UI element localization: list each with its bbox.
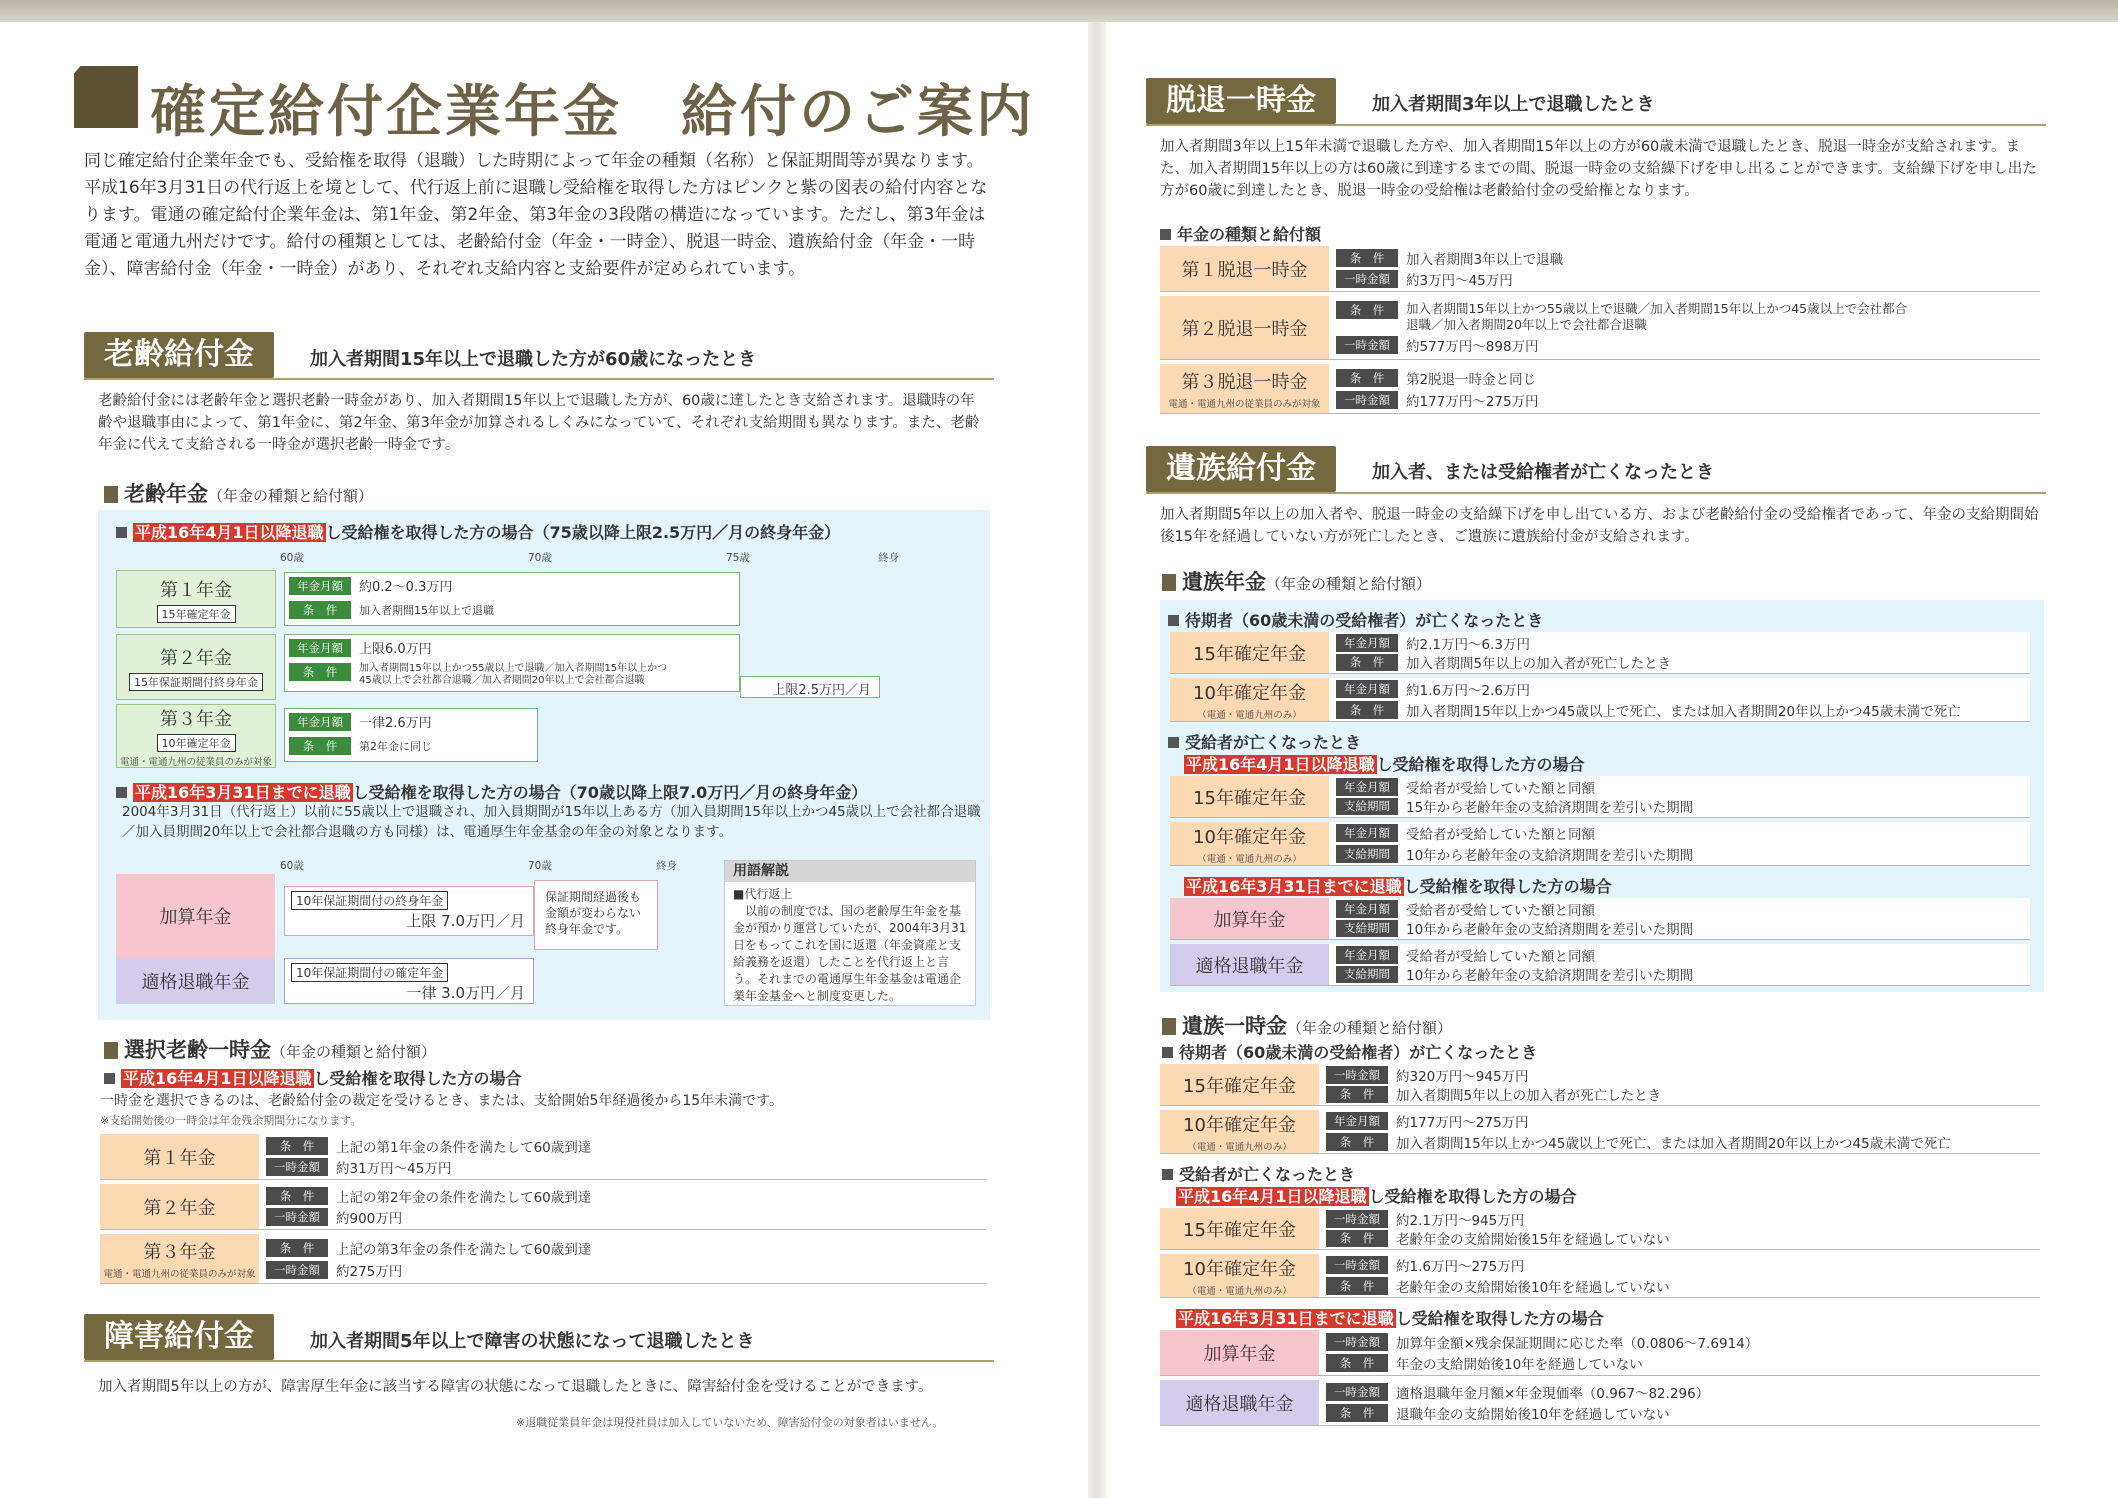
- rourei-label: 老齢給付金: [84, 332, 274, 378]
- k2-label-box: 適格退職年金: [116, 958, 276, 1004]
- i1-row: 第１年金 条 件 上記の第1年金の条件を満たして60歳到達 一時金額 約31万円～45万円: [100, 1134, 986, 1180]
- izoku-nenkin-heading: 遺族年金（年金の種類と給付額）: [1162, 566, 1431, 596]
- izoku-label: 遺族給付金: [1146, 446, 1336, 492]
- tick-60: 60歳: [280, 552, 304, 564]
- e2-row: 10年確定年金 （電通・電通九州のみ） 年金月額 約177万円～275万円 条 件 加入者期間15年以上かつ45歳以上で死亡、または加入者期間20年以上かつ45歳未満で死亡: [1160, 1110, 2040, 1154]
- intro-text: 同じ確定給付企業年金でも、受給権を取得（退職）した時期によって年金の種類（名称）と保証期間等が異なります。平成16年3月31日の代行返上を境として、代行返上前に退職し受給権を取得した方はピンクと紫の図表の給付内容となります。電通の確定給付企業年金は、第1年金、第2年金、第3年金の3段階の構造になっています。ただし、第3年金は電通と電通九州だけです。給付の種類としては、老齢給付金（年金・一時金）、脱退一時金、遺族給付金（年金・一時金）、障害給付金（年金・一時金）があり、それぞれ支給内容と支給要件が定められています。: [84, 151, 988, 279]
- ichijikin-heading: 選択老齢一時金（年金の種類と給付額）: [104, 1034, 436, 1064]
- r1-bar: 年金月額 約0.2～0.3万円 条 件 加入者期間15年以上で退職: [284, 572, 740, 626]
- izoku-ichi-mach-heading: 待期者（60歳未満の受給権者）が亡くなったとき: [1162, 1040, 1537, 1063]
- shougai-rule: [84, 1360, 994, 1362]
- rourei-before-heading: 平成16年3月31日までに退職 し受給権を取得した方の場合（70歳以降上限7.0万円／月の終身年金）: [116, 780, 867, 803]
- f1-row: 15年確定年金 一時金額 約2.1万円～945万円 条 件 老齢年金の支給開始後15年を経過していない: [1160, 1208, 2040, 1250]
- dattai-label: 脱退一時金: [1146, 78, 1336, 124]
- ichijikin-body: 一時金を選択できるのは、老齢給付金の裁定を受けるとき、または、支給開始5年経過後から15年未満です。: [100, 1093, 784, 1109]
- izoku-mach-heading: 待期者（60歳未満の受給権者）が亡くなったとき: [1168, 608, 1543, 631]
- izoku-ichi-after-heading: 平成16年4月1日以降退職 し受給権を取得した方の場合: [1178, 1187, 1577, 1206]
- izoku-ichi-heading: 遺族一時金（年金の種類と給付額）: [1162, 1010, 1452, 1040]
- d3-row: 第３脱退一時金 電通・電通九州の従業員のみが対象 条 件 第2脱退一時金と同じ 一時金額 約177万円～275万円: [1160, 364, 2040, 414]
- k1-bar: 10年保証期間付の終身年金 上限 7.0万円／月: [284, 886, 534, 936]
- k2-bar: 10年保証期間付の確定年金 一律 3.0万円／月: [284, 958, 534, 1004]
- a2-row: 10年確定年金 （電通・電通九州のみ） 年金月額 約1.6万円～2.6万円 条 件 加入者期間15年以上かつ45歳以上で死亡、または加入者期間20年以上かつ45歳未満で死亡: [1170, 678, 2030, 722]
- izoku-ichi-before-heading: 平成16年3月31日までに退職 し受給権を取得した方の場合: [1178, 1309, 1604, 1328]
- r3-bar: 年金月額 一律2.6万円 条 件 第2年金に同じ: [284, 708, 538, 762]
- ichijikin-note: ※支給開始後の一時金は年金残余期間分になります。: [100, 1114, 362, 1127]
- top-band: [0, 0, 2118, 22]
- g2-row: 適格退職年金 一時金額 適格退職年金月額×年金現価率（0.967～82.296） 条 件 退職年金の支給開始後10年を経過していない: [1160, 1380, 2040, 1426]
- r2-upper-bar: 上限2.5万円／月: [740, 676, 880, 698]
- rourei-after-heading: 平成16年4月1日以降退職 し受給権を取得した方の場合（75歳以降上限2.5万円／月の終身年金）: [116, 520, 840, 543]
- page-title: 確定給付企業年金 給付のご案内: [150, 80, 1035, 145]
- i3-row: 第３年金 電通・電通九州の従業員のみが対象 条 件 上記の第3年金の条件を満たして60歳到達 一時金額 約275万円: [100, 1234, 986, 1284]
- e1-row: 15年確定年金 一時金額 約320万円～945万円 条 件 加入者期間5年以上の加入者が死亡したとき: [1160, 1064, 2040, 1106]
- f2-row: 10年確定年金 （電通・電通九州のみ） 一時金額 約1.6万円～275万円 条 件 老齢年金の支給開始後10年を経過していない: [1160, 1254, 2040, 1298]
- center-fold: [1088, 22, 1106, 1498]
- a1-row: 15年確定年金 年金月額 約2.1万円～6.3万円 条 件 加入者期間5年以上の加入者が死亡したとき: [1170, 632, 2030, 674]
- c2-row: 適格退職年金 年金月額 受給者が受給していた額と同額 支給期間 10年から老齢年金の支給済期間を差引いた期間: [1170, 944, 2030, 986]
- shougai-body: 加入者期間5年以上の方が、障害厚生年金に該当する障害の状態になって退職したときに、障害給付金を受けることができます。: [98, 1379, 933, 1395]
- izoku-before-heading: 平成16年3月31日までに退職 し受給権を取得した方の場合: [1186, 877, 1612, 896]
- tick2-end: 終身: [656, 860, 677, 872]
- dattai-desc: 加入者期間3年以上で退職したとき: [1372, 94, 1655, 115]
- tick2-60: 60歳: [280, 860, 304, 872]
- rourei-rule: [84, 378, 994, 380]
- rourei-desc: 加入者期間15年以上で退職した方が60歳になったとき: [310, 349, 757, 370]
- tick-end: 終身: [878, 552, 899, 564]
- shougai-note: ※退職従業員年金は現役社員は加入していないため、障害給付金の対象者はいません。: [516, 1416, 944, 1429]
- dattai-rule: [1146, 124, 2046, 126]
- c1-row: 加算年金 年金月額 受給者が受給していた額と同額 支給期間 10年から老齢年金の支給済期間を差引いた期間: [1170, 898, 2030, 940]
- rourei-body: 老齢給付金には老齢年金と選択老齢一時金があり、加入者期間15年以上で退職した方が、60歳に達したとき支給されます。退職時の年齢や退職事由によって、第1年金に、第2年金、第3年金が加算されるしくみになっていて、それぞれ支給期間も異なります。また、老齢年金に代えて支給される一時金が選択老齢一時金です。: [98, 393, 980, 453]
- shougai-desc: 加入者期間5年以上で障害の状態になって退職したとき: [310, 1331, 755, 1352]
- i2-row: 第２年金 条 件 上記の第2年金の条件を満たして60歳到達 一時金額 約900万円: [100, 1184, 986, 1230]
- dattai-body: 加入者期間3年以上15年未満で退職した方や、加入者期間15年以上の方が60歳未満で退職したとき、脱退一時金が支給されます。また、加入者期間15年以上の方は60歳に到達するまでの間、脱退一時金の支給繰下げを申し出ることができます。支給繰下げを申し出た方が60歳に到達したとき、脱退一時金の受給権は老齢給付金の受給権となります。: [1160, 139, 2037, 199]
- k1-note-box: 保証期間経過後も 金額が変わらない 終身年金です。: [534, 880, 658, 950]
- r2-bar: 年金月額 上限6.0万円 条 件 加入者期間15年以上かつ55歳以上で退職／加入者期間15年以上かつ 45歳以上で会社都合退職／加入者期間20年以上で会社都合退職: [284, 634, 740, 692]
- izoku-rule: [1146, 492, 2046, 494]
- izoku-body: 加入者期間5年以上の加入者や、脱退一時金の支給繰下げを申し出ている方、および老齢給付金の受給権者であって、年金の支給期間始後15年を経過していない方が死亡したとき、ご遺族に遺族給付金が支給されます。: [1160, 507, 2039, 545]
- shougai-label: 障害給付金: [84, 1314, 274, 1360]
- tick-75: 75歳: [726, 552, 750, 564]
- b1-row: 15年確定年金 年金月額 受給者が受給していた額と同額 支給期間 15年から老齢年金の支給済期間を差引いた期間: [1170, 776, 2030, 818]
- d1-row: 第１脱退一時金 条 件 加入者期間3年以上で退職 一時金額 約3万円～45万円: [1160, 246, 2040, 292]
- izoku-after-heading: 平成16年4月1日以降退職 し受給権を取得した方の場合: [1186, 755, 1585, 774]
- tick-70: 70歳: [528, 552, 552, 564]
- rourei-nenkin-heading: 老齢年金（年金の種類と給付額）: [104, 478, 373, 508]
- glossary-box: 用語解説 ■代行返上 以前の制度では、国の老齢厚生年金を基金が預かり運営していたが、2004年3月31日をもってこれを国に返還（年金資産と支給義務を返還）したことを代行返上と言う。それまでの電通厚生年金基金は電通企業年金基金へと制度変更した。: [724, 860, 976, 1006]
- d2-row: 第２脱退一時金 条 件 加入者期間15年以上かつ55歳以上で退職／加入者期間15年以上かつ45歳以上で会社都合 退職／加入者期間20年以上で会社都合退職 一時金額 約577万円～898万円: [1160, 296, 2040, 360]
- k1-label-box: 加算年金: [116, 874, 276, 958]
- b2-row: 10年確定年金 （電通・電通九州のみ） 年金月額 受給者が受給していた額と同額 支給期間 10年から老齢年金の支給済期間を差引いた期間: [1170, 822, 2030, 866]
- title-block-icon: [74, 66, 138, 128]
- ichijikin-after-heading: 平成16年4月1日以降退職 し受給権を取得した方の場合: [104, 1066, 522, 1089]
- r3-label-box: 第３年金 10年確定年金 電通・電通九州の従業員のみが対象: [116, 704, 276, 768]
- g1-row: 加算年金 一時金額 加算年金額×残余保証期間に応じた率（0.0806～7.6914） 条 件 年金の支給開始後10年を経過していない: [1160, 1330, 2040, 1376]
- dattai-table-heading: 年金の種類と給付額: [1160, 222, 1321, 245]
- izoku-desc: 加入者、または受給権者が亡くなったとき: [1372, 462, 1714, 483]
- r2-label-box: 第２年金 15年保証期間付終身年金: [116, 634, 276, 700]
- rourei-before-body: 2004年3月31日（代行返上）以前に55歳以上で退職され、加入員期間が15年以上ある方（加入員期間15年以上かつ45歳以上で会社都合退職／加入員期間20年以上で会社都合退職の方も同様）は、電通厚生年金基金の年金の対象となります。: [122, 804, 981, 840]
- r1-label-box: 第１年金 15年確定年金: [116, 570, 276, 628]
- izoku-juk-heading: 受給者が亡くなったとき: [1168, 730, 1361, 753]
- izoku-ichi-juk-heading: 受給者が亡くなったとき: [1162, 1162, 1355, 1185]
- tick2-70: 70歳: [528, 860, 552, 872]
